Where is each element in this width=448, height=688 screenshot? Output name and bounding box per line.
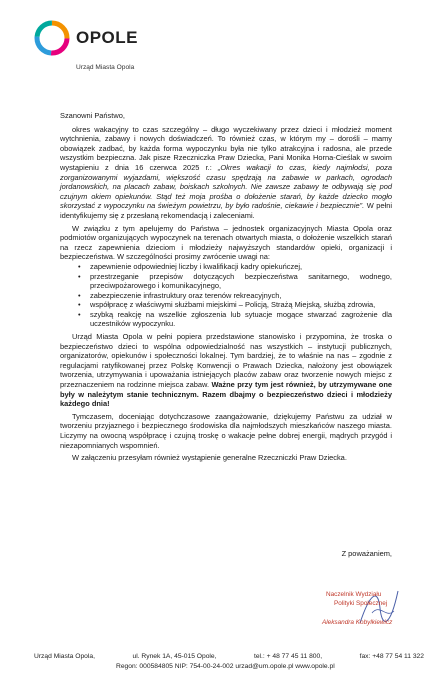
letter-closing: Z poważaniem, bbox=[341, 549, 392, 558]
recommendation-list bbox=[60, 262, 392, 329]
paragraph-5: W załączeniu przesyłam również wystąpienie generalne Rzeczniczki Praw Dziecka. bbox=[72, 453, 347, 463]
list-item: • przestrzeganie przepisów dotyczących bezpieczeństwa sanitarnego, wodnego, przeciwpożarowego i komunikacyjnego, bbox=[78, 272, 392, 291]
stamp-department: Polityki Społecznej bbox=[334, 600, 388, 607]
footer-address: ul. Rynek 1A, 45-015 Opole, bbox=[132, 653, 217, 660]
list-item: • współpracę z właściwymi służbami miejskimi – Policją, Strażą Miejską, służbą zdrowia, bbox=[78, 300, 392, 310]
footer-registry: Regon: 000584805 NIP: 754-00-24-002 urzad@um.opole.pl www.opole.pl bbox=[116, 663, 335, 670]
opole-ring-logo-icon bbox=[32, 18, 72, 58]
paragraph-1-end: W pełni identyfikujemy się z przesłaną rekomendacją i zaleceniami. bbox=[60, 201, 392, 220]
stamp-signatory: Aleksandra Kobylkiewicz bbox=[322, 619, 393, 626]
paragraph-3 bbox=[60, 332, 392, 409]
paragraph-1-text: okres wakacyjny to czas szczególny – długo wyczekiwany przez dzieci i młodzież moment wytchnienia, zabawy i nowych doświadczeń. To również czas, w którym my – dorośli – mamy obowiązek zadbać, by każda forma wypoczynku była nie tylko atrakcyjna i radosna, ale przede wszystkim bezpieczna. Jak pisze Rzeczniczka Praw Dziecka, Pani Monika Horna-Cieślak w swoim wystąpieniu z dnia 16 czerwca 2025 r.: bbox=[60, 124, 392, 172]
footer-org: Urząd Miasta Opola, bbox=[34, 653, 95, 660]
letter-greeting: Szanowni Państwo, bbox=[60, 111, 125, 120]
paragraph-4: Tymczasem, doceniając dotychczasowe zaangażowanie, dziękujemy Państwu za udział w tworzeniu przyjaznego i bezpiecznego środowiska dla najmłodszych mieszkańców naszego miasta. Liczymy na owocną współpracę i czujną troskę o wakacje pełne dobrej energii, mądrych przygód i niezapomnianych wspomnień. bbox=[60, 411, 392, 450]
signature-stamp bbox=[318, 583, 428, 633]
rpd-quote: „Okres wakacji to czas, kiedy najmłodsi, poza zorganizowanymi wyjazdami, większość czasu spędzają na zabawie w parkach, ogrodach jordanowskich, na placach zabaw, boiskach szkolnych. Nie zawsze zabawy te odbywają się pod czujnym okiem opiekunów. Stąd też moja prośba o dołożenie starań, by każde dziecko mogło skorzystać z wypoczynku na świeżym powietrzu, by było radośnie, ciekawie i bezpiecznie”. bbox=[60, 162, 392, 211]
letter-body bbox=[60, 111, 392, 463]
list-item: • zapewnienie odpowiedniej liczby i kwalifikacji kadry opiekuńczej, bbox=[78, 262, 392, 272]
paragraph-2: W związku z tym apelujemy do Państwa – jednostek organizacyjnych Miasta Opola oraz podmiotów organizujących wypoczynek na terenach otwartych miasta, o dołożenie wszelkich starań na rzecz zapewnienia dzieciom i młodzieży najwyższych standardów opieki, organizacji i bezpieczeństwa. W szczególności prosimy zwrócenie uwagi na: bbox=[60, 223, 392, 262]
city-logo bbox=[32, 18, 172, 78]
org-name: OPOLE bbox=[76, 28, 139, 47]
paragraph-3-text: Urząd Miasta Opola w pełni popiera przedstawione stanowisko i przypomina, że troska o bezpieczeństwo dzieci to wspólna odpowiedzialność nas wszystkich – instytucji publicznych, organizatorów, opiekunów i społeczności lokalnej. Tym bardziej, że to właśnie na nas – zgodnie z regulacjami ratyfikowanej przez Polskę Konwencji o Prawach Dziecka, nałożony jest obowiązek tworzenia, utrzymywania i upoważania istniejących placów zabaw oraz tworzenie nowych miejsc z przeznaczeniem na rodzinne miejsca zabaw. bbox=[60, 332, 392, 390]
footer-phone: tel.: + 48 77 45 11 800, bbox=[253, 653, 323, 660]
org-subtitle: Urząd Miasta Opola bbox=[76, 64, 135, 71]
stamp-title: Naczelnik Wydziału bbox=[326, 591, 382, 598]
paragraph-1 bbox=[60, 125, 392, 221]
paragraph-3-emphasis: Ważne przy tym jest również, by utrzymywane one były w należytym stanie technicznym. Razem dbajmy o bezpieczeństwo dzieci i młodzieży każdego dnia! bbox=[60, 380, 393, 409]
list-item: • szybką reakcję na wszelkie zgłoszenia lub sytuacje mogące stwarzać zagrożenie dla uczestników wypoczynku. bbox=[78, 310, 392, 329]
list-item: • zabezpieczenie infrastruktury oraz terenów rekreacyjnych, bbox=[78, 291, 392, 301]
footer-fax: fax: +48 77 54 11 322 bbox=[359, 653, 424, 660]
footer bbox=[34, 652, 424, 672]
